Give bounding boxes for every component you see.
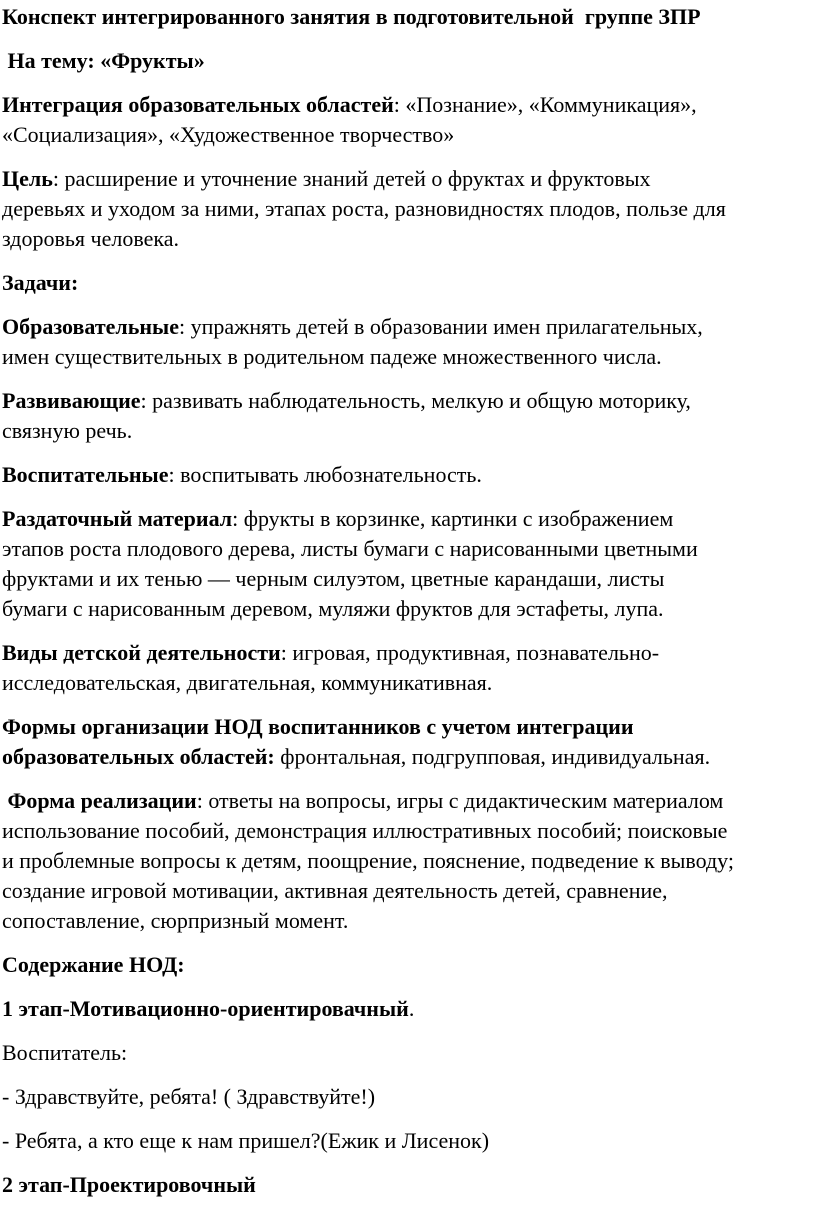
text-line — [2, 1126, 816, 1156]
paragraph — [2, 504, 816, 624]
text-line — [2, 46, 816, 76]
paragraph — [2, 1170, 816, 1200]
text-line — [2, 504, 816, 534]
text: «Социализация», «Художественное творчество» — [2, 122, 455, 147]
bold-text: Интеграция образовательных областей — [2, 92, 394, 117]
paragraph — [2, 638, 816, 698]
text: сопоставление, сюрпризный момент. — [2, 908, 349, 933]
bold-text: Задачи: — [2, 270, 79, 295]
bold-text: Конспект интегрированного занятия в подготовительной группе ЗПР — [2, 4, 701, 29]
bold-text: 2 этап-Проектировочный — [2, 1172, 256, 1197]
text-line — [2, 638, 816, 668]
text: Воспитатель: — [2, 1040, 128, 1065]
text-line — [2, 994, 816, 1024]
paragraph — [2, 1126, 816, 1156]
text: - Ребята, а кто еще к нам пришел?(Ежик и Лисенок) — [2, 1128, 490, 1153]
paragraph — [2, 1082, 816, 1112]
paragraph — [2, 386, 816, 446]
text-line — [2, 742, 816, 772]
text-line — [2, 312, 816, 342]
text-line — [2, 1170, 816, 1200]
text: создание игровой мотивации, активная деятельность детей, сравнение, — [2, 878, 668, 903]
text-line — [2, 120, 816, 150]
text: связную речь. — [2, 418, 133, 443]
bold-text: Виды детской деятельности — [2, 640, 281, 665]
text: : воспитывать любознательность. — [168, 462, 482, 487]
text: : развивать наблюдательность, мелкую и общую моторику, — [140, 388, 691, 413]
paragraph — [2, 950, 816, 980]
text-line — [2, 342, 816, 372]
text-line — [2, 534, 816, 564]
text-line — [2, 950, 816, 980]
text: : расширение и уточнение знаний детей о фруктах и фруктовых — [52, 166, 651, 191]
paragraph — [2, 712, 816, 772]
text-line — [2, 460, 816, 490]
paragraph — [2, 312, 816, 372]
text: : «Познание», «Коммуникация», — [393, 92, 697, 117]
text: исследовательская, двигательная, коммуникативная. — [2, 670, 493, 695]
text: бумаги с нарисованным деревом, муляжи фруктов для эстафеты, лупа. — [2, 596, 664, 621]
text-line — [2, 164, 816, 194]
text: : фрукты в корзинке, картинки с изображением — [232, 506, 674, 531]
text: : игровая, продуктивная, познавательно- — [280, 640, 660, 665]
text: : упражнять детей в образовании имен прилагательных, — [179, 314, 703, 339]
text-line — [2, 2, 816, 32]
text: деревьях и уходом за ними, этапах роста, разновидностях плодов, пользе для — [2, 196, 726, 221]
document-title — [2, 2, 816, 32]
bold-text: Содержание НОД: — [2, 952, 185, 977]
bold-text: На тему: «Фрукты» — [2, 48, 205, 73]
text-line — [2, 876, 816, 906]
bold-text: Образовательные — [2, 314, 179, 339]
bold-text: Формы организации НОД воспитанников с учетом интеграции — [2, 714, 634, 739]
bold-text: 1 этап-Мотивационно-ориентировачный — [2, 996, 409, 1021]
bold-text: Раздаточный материал — [2, 506, 233, 531]
paragraph — [2, 786, 816, 936]
bold-text: образовательных областей: — [2, 744, 275, 769]
text-line — [2, 268, 816, 298]
text-line — [2, 786, 816, 816]
text-line — [2, 594, 816, 624]
paragraph — [2, 164, 816, 254]
text-line — [2, 906, 816, 936]
bold-text: Воспитательные — [2, 462, 169, 487]
bold-text: Цель — [2, 166, 53, 191]
text: - Здравствуйте, ребята! ( Здравствуйте!) — [2, 1084, 376, 1109]
text-line — [2, 846, 816, 876]
bold-text: Форма реализации — [2, 788, 197, 813]
text: имен существительных в родительном падеже множественного числа. — [2, 344, 662, 369]
paragraph — [2, 90, 816, 150]
text: фруктами и их тенью — черным силуэтом, цветные карандаши, листы — [2, 566, 665, 591]
paragraph — [2, 460, 816, 490]
paragraph — [2, 268, 816, 298]
text-line — [2, 668, 816, 698]
text: этапов роста плодового дерева, листы бумаги с нарисованными цветными — [2, 536, 698, 561]
text: использование пособий, демонстрация иллюстративных пособий; поисковые — [2, 818, 728, 843]
text-line — [2, 712, 816, 742]
text: здоровья человека. — [2, 226, 179, 251]
text-line — [2, 90, 816, 120]
text-line — [2, 1038, 816, 1068]
text-line — [2, 416, 816, 446]
paragraph — [2, 1038, 816, 1068]
text: фронтальная, подгрупповая, индивидуальная. — [274, 744, 711, 769]
text: . — [408, 996, 415, 1021]
text: и проблемные вопросы к детям, поощрение, пояснение, подведение к выводу; — [2, 848, 734, 873]
text-line — [2, 564, 816, 594]
text-line — [2, 1082, 816, 1112]
text-line — [2, 386, 816, 416]
paragraph — [2, 994, 816, 1024]
bold-text: Развивающие — [2, 388, 141, 413]
paragraph — [2, 46, 816, 76]
text-line — [2, 816, 816, 846]
text-line — [2, 194, 816, 224]
text: : ответы на вопросы, игры с дидактическим материалом — [196, 788, 724, 813]
text-line — [2, 224, 816, 254]
